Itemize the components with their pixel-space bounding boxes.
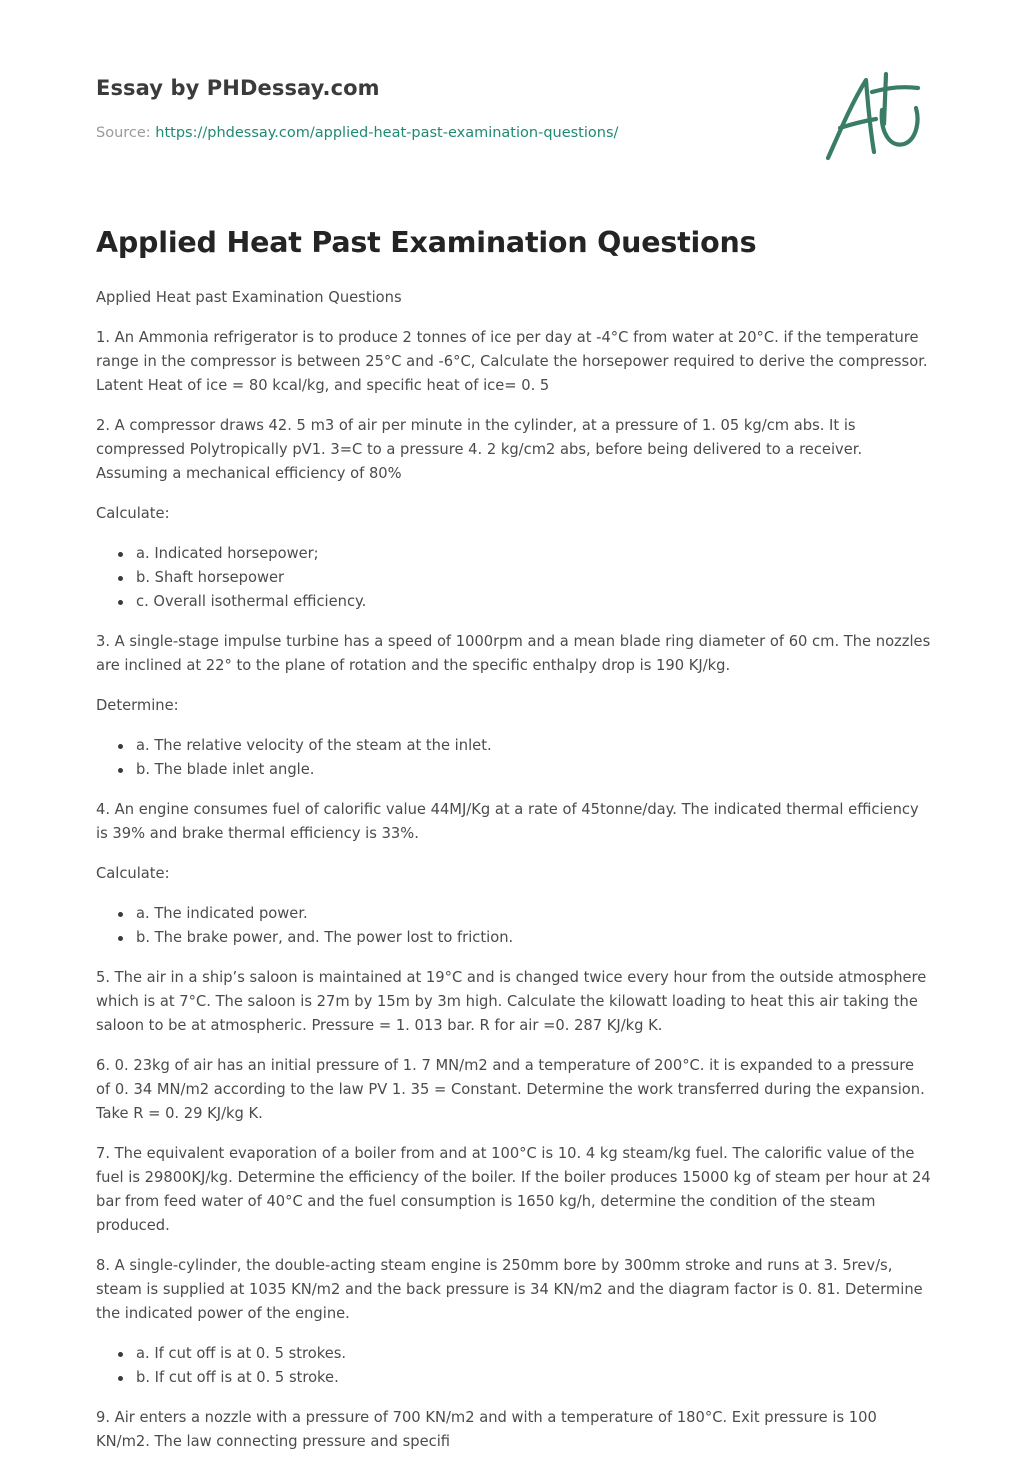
question-8: 8. A single-cylinder, the double-acting steam engine is 250mm bore by 300mm stroke and runs at 3. 5rev/s, steam is supplied at 1035 KN/m2 and the back pressure is 34 KN/m2 and the diagram factor is 0. 81. Determine the indicated power of the engine. (96, 1257, 923, 1322)
question-6: 6. 0. 23kg of air has an initial pressure of 1. 7 MN/m2 and a temperature of 200°C. it is expanded to a pressure of 0. 34 MN/m2 according to the law PV 1. 35 = Constant. Determine the work transferred during the expansion. Take R = 0. 29 KJ/kg K. (96, 1057, 925, 1122)
essay-body (96, 286, 932, 1470)
question-4-list (96, 902, 932, 950)
list-item: b. Shaft horsepower (136, 566, 932, 590)
question-2: 2. A compressor draws 42. 5 m3 of air per minute in the cylinder, at a pressure of 1. 05 kg/cm abs. It is compressed Polytropically pV1. 3=C to a pressure 4. 2 kg/cm2 abs, before being delivered to a receiver. Assuming a mechanical efficiency of 80% (96, 417, 863, 482)
source-label: Source: (96, 125, 151, 141)
question-9: 9. Air enters a nozzle with a pressure of 700 KN/m2 and with a temperature of 180°C. Exit pressure is 100 KN/m2. The law connecting pressure and specifi (96, 1409, 877, 1450)
question-1: 1. An Ammonia refrigerator is to produce 2 tonnes of ice per day at -4°C from water at 20°C. if the temperature range in the compressor is between 25°C and -6°C, Calculate the horsepower required to derive the compressor. Latent Heat of ice = 80 kcal/kg, and specific heat of ice= 0. 5 (96, 329, 928, 394)
question-4-prompt: Calculate: (96, 865, 170, 882)
list-item: b. The brake power, and. The power lost to friction. (136, 926, 932, 950)
page-title: Applied Heat Past Examination Questions (96, 226, 757, 259)
question-3-prompt: Determine: (96, 697, 179, 714)
question-2-prompt: Calculate: (96, 505, 170, 522)
site-brand: Essay by PHDessay.com (96, 76, 380, 100)
question-8-list (96, 1342, 932, 1390)
question-7: 7. The equivalent evaporation of a boiler from and at 100°C is 10. 4 kg steam/kg fuel. The calorific value of the fuel is 29800KJ/kg. Determine the efficiency of the boiler. If the boiler produces 15000 kg of steam per hour at 24 bar from feed water of 40°C and the fuel consumption is 1650 kg/h, determine the condition of the steam produced. (96, 1145, 931, 1234)
list-item: b. The blade inlet angle. (136, 758, 932, 782)
source-link[interactable]: https://phdessay.com/applied-heat-past-examination-questions/ (155, 125, 619, 141)
list-item: a. If cut off is at 0. 5 strokes. (136, 1342, 932, 1366)
question-5: 5. The air in a ship’s saloon is maintained at 19°C and is changed twice every hour from the outside atmosphere which is at 7°C. The saloon is 27m by 15m by 3m high. Calculate the kilowatt loading to heat this air taking the saloon to be at atmospheric. Pressure = 1. 013 bar. R for air =0. 287 KJ/kg K. (96, 969, 927, 1034)
question-3-list (96, 734, 932, 782)
source-line (96, 125, 618, 141)
list-item: a. Indicated horsepower; (136, 542, 932, 566)
list-item: a. The relative velocity of the steam at the inlet. (136, 734, 932, 758)
question-4: 4. An engine consumes fuel of calorific value 44MJ/Kg at a rate of 45tonne/day. The indicated thermal efficiency is 39% and brake thermal efficiency is 33%. (96, 801, 919, 842)
list-item: c. Overall isothermal efficiency. (136, 590, 932, 614)
list-item: b. If cut off is at 0. 5 stroke. (136, 1366, 932, 1390)
intro-paragraph: Applied Heat past Examination Questions (96, 289, 402, 306)
question-3: 3. A single-stage impulse turbine has a speed of 1000rpm and a mean blade ring diameter of 60 cm. The nozzles are inclined at 22° to the plane of rotation and the specific enthalpy drop is 190 KJ/kg. (96, 633, 931, 674)
question-2-list (96, 542, 932, 614)
a-plus-logo-icon (820, 66, 930, 166)
list-item: a. The indicated power. (136, 902, 932, 926)
